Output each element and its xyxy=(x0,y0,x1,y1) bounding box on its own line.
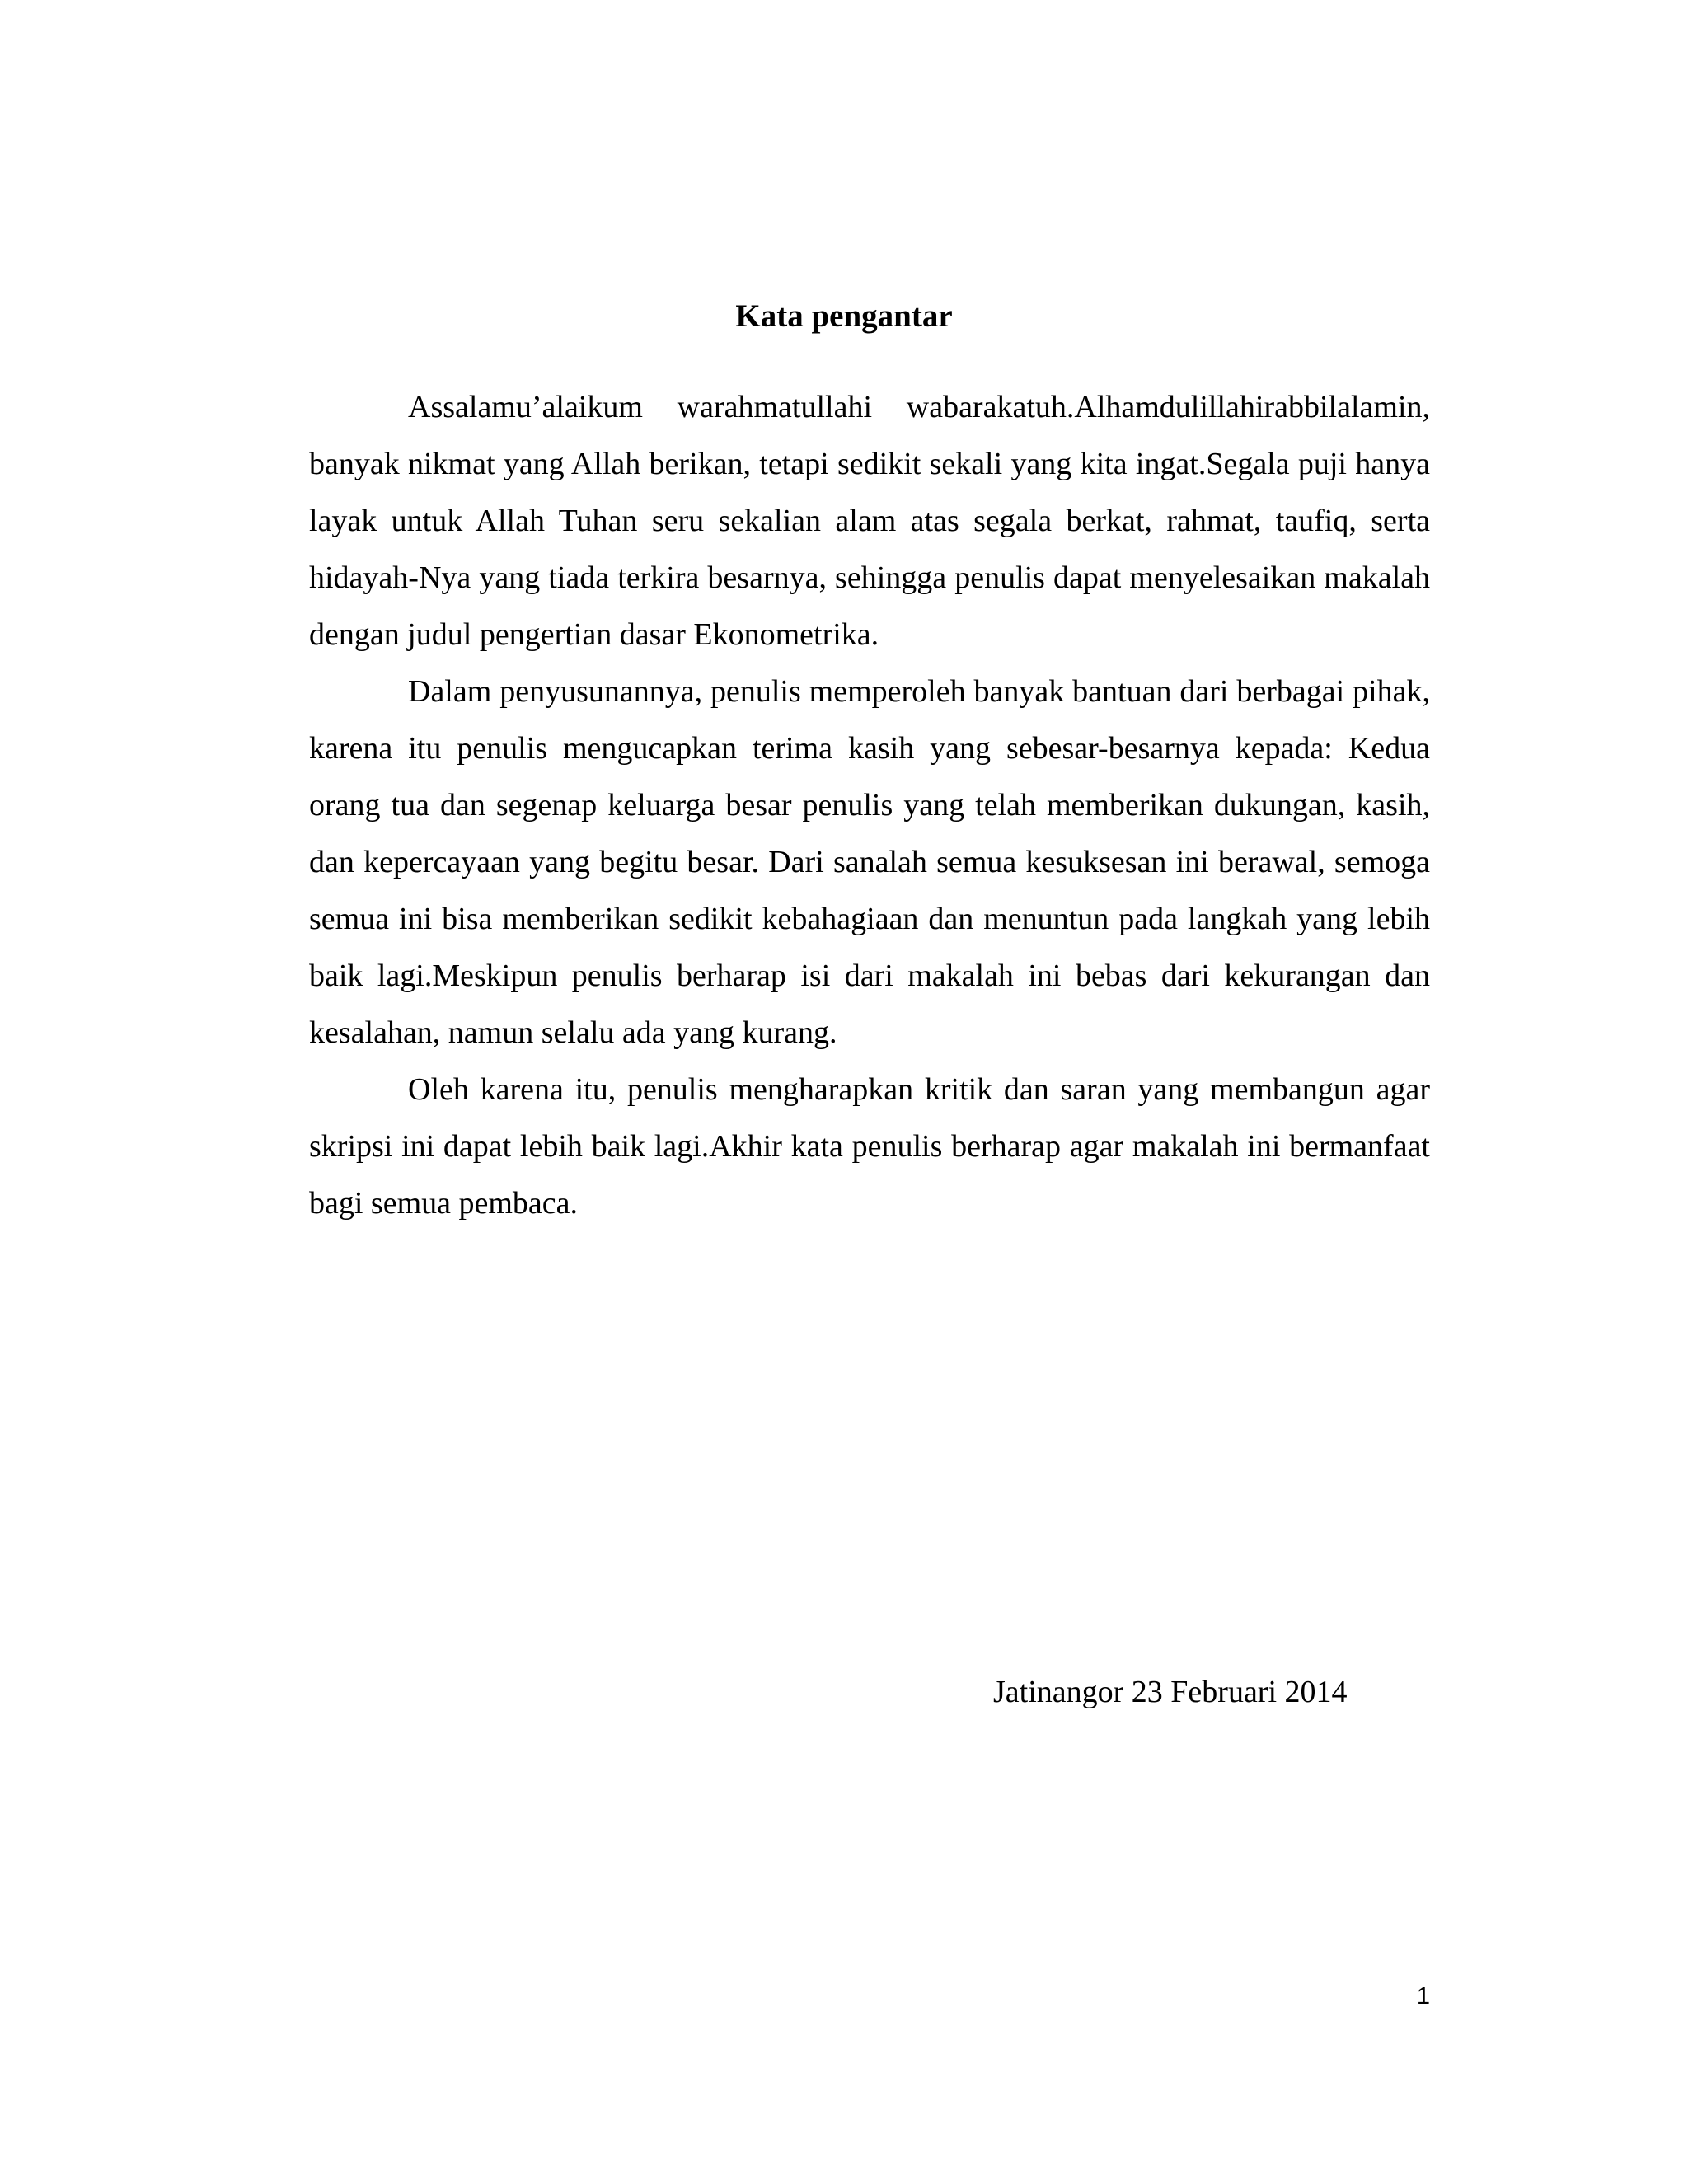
paragraph-1: Assalamu’alaikum warahmatullahi wabarakatuh.Alhamdulillahirabbilalamin, banyak nikmat yang Allah berikan, tetapi sedikit sekali yang kita ingat.Segala puji hanya layak untuk Allah Tuhan seru sekalian alam atas segala berkat, rahmat, taufiq, serta hidayah-Nya yang tiada terkira besarnya, sehingga penulis dapat menyelesaikan makalah dengan judul pengertian dasar Ekonometrika. xyxy=(309,390,1430,652)
page-title: Kata pengantar xyxy=(735,298,953,334)
document-body xyxy=(309,379,1430,1232)
page-number: 1 xyxy=(1416,1983,1430,2009)
paragraph-2: Dalam penyusunannya, penulis memperoleh banyak bantuan dari berbagai pihak, karena itu penulis mengucapkan terima kasih yang sebesar-besarnya kepada: Kedua orang tua dan segenap keluarga besar penulis yang telah memberikan dukungan, kasih, dan kepercayaan yang begitu besar. Dari sanalah semua kesuksesan ini berawal, semoga semua ini bisa memberikan sedikit kebahagiaan dan menuntun pada langkah yang lebih baik lagi.Meskipun penulis berharap isi dari makalah ini bebas dari kekurangan dan kesalahan, namun selalu ada yang kurang. xyxy=(309,674,1430,1050)
paragraph-3: Oleh karena itu, penulis mengharapkan kritik dan saran yang membangun agar skripsi ini dapat lebih baik lagi.Akhir kata penulis berharap agar makalah ini bermanfaat bagi semua pembaca. xyxy=(309,1072,1430,1221)
place-date: Jatinangor 23 Februari 2014 xyxy=(993,1675,1348,1709)
